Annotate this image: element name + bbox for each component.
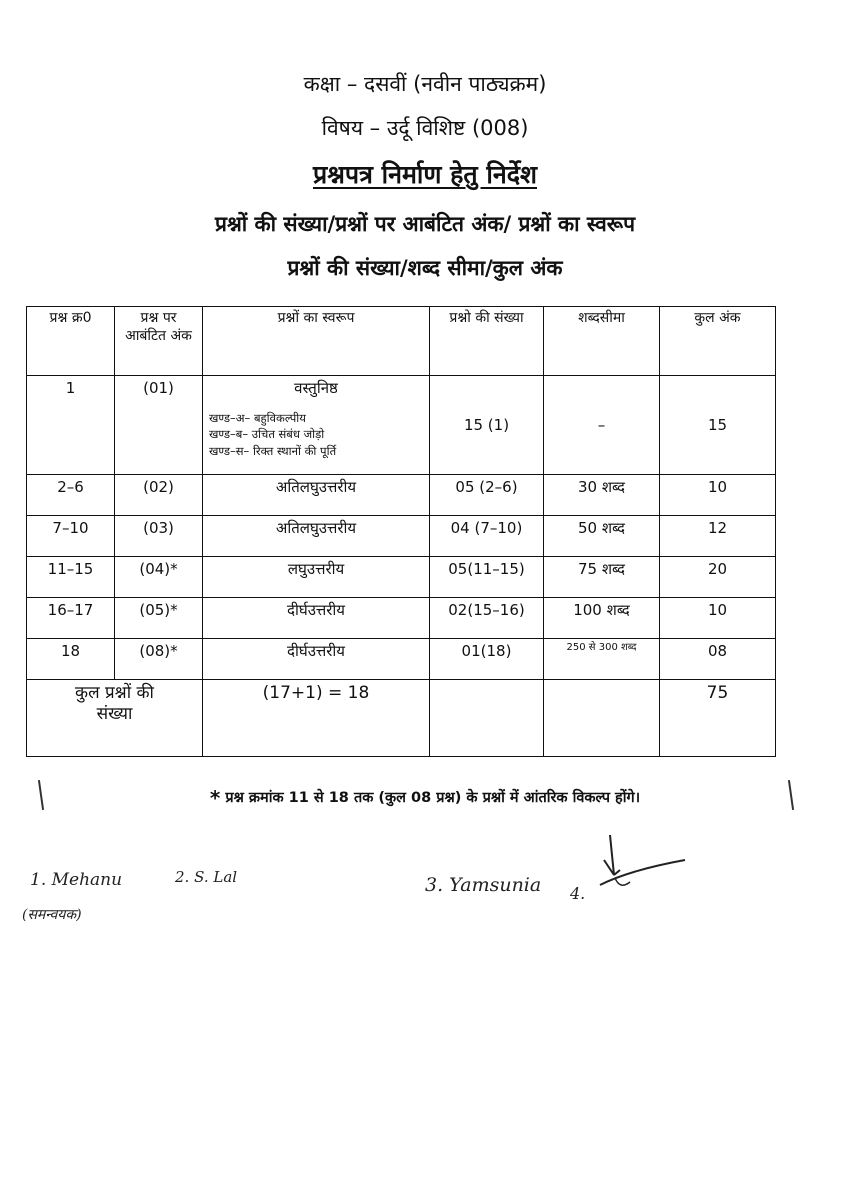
cell-word-limit: 100 शब्द bbox=[544, 598, 660, 639]
cell-word-limit: 30 शब्द bbox=[544, 475, 660, 516]
header-question-count: प्रश्नो की संख्या bbox=[430, 307, 544, 376]
cell-question-number: 1 bbox=[27, 376, 115, 475]
cell-question-type: दीर्घउत्तरीय bbox=[203, 598, 430, 639]
note-text: प्रश्न क्रमांक 11 से 18 तक (कुल 08 प्रश्न) के प्रश्नों में आंतरिक विकल्प होंगे। bbox=[225, 790, 641, 806]
cell-question-count: 15 (1) bbox=[430, 376, 544, 475]
cell-total-marks: 10 bbox=[660, 475, 776, 516]
table-row bbox=[27, 598, 776, 639]
page-title bbox=[0, 157, 850, 191]
cell-marks: (02) bbox=[115, 475, 203, 516]
cell-question-count: 01(18) bbox=[430, 639, 544, 680]
header-question-number: प्रश्न क्र0 bbox=[27, 307, 115, 376]
objective-type-label: वस्तुनिष्ठ bbox=[294, 379, 338, 397]
cell-question-count: 04 (7–10) bbox=[430, 516, 544, 557]
table-row bbox=[27, 516, 776, 557]
cell-marks: (01) bbox=[115, 376, 203, 475]
cell-total-marks: 08 bbox=[660, 639, 776, 680]
cell-marks: (05)* bbox=[115, 598, 203, 639]
total-label-cell bbox=[27, 680, 203, 757]
section-a: खण्ड–अ– बहुविकल्पीय bbox=[209, 410, 306, 425]
signature-4-scribble bbox=[590, 830, 700, 900]
signature-4: 4. bbox=[570, 884, 586, 903]
table-header-row bbox=[27, 307, 776, 376]
cell-word-limit: – bbox=[544, 376, 660, 475]
cell-question-number: 11–15 bbox=[27, 557, 115, 598]
signature-1: 1. Mehanu bbox=[30, 870, 123, 890]
table-row bbox=[27, 639, 776, 680]
class-line: कक्षा – दसवीं (नवीन पाठ्यक्रम) bbox=[303, 72, 547, 96]
page-title-text: प्रश्नपत्र निर्माण हेतु निर्देश bbox=[312, 160, 537, 189]
cell-word-limit: 250 से 300 शब्द bbox=[544, 639, 660, 680]
blueprint-table bbox=[26, 306, 776, 757]
cell-question-number: 18 bbox=[27, 639, 115, 680]
cell-word-limit: 75 शब्द bbox=[544, 557, 660, 598]
cell-question-number: 2–6 bbox=[27, 475, 115, 516]
cell-question-number: 16–17 bbox=[27, 598, 115, 639]
internal-choice-note bbox=[0, 786, 850, 810]
cell-total-marks: 10 bbox=[660, 598, 776, 639]
cell-total-marks: 12 bbox=[660, 516, 776, 557]
cell-question-type: अतिलघुउत्तरीय bbox=[203, 475, 430, 516]
table-row bbox=[27, 557, 776, 598]
header-total-marks: कुल अंक bbox=[660, 307, 776, 376]
subject-line: विषय – उर्दू विशिष्ट (008) bbox=[321, 116, 529, 140]
cell-marks: (04)* bbox=[115, 557, 203, 598]
table-row bbox=[27, 376, 776, 475]
signature-1-role: (समन्वयक) bbox=[22, 907, 82, 923]
cell-question-count: 02(15–16) bbox=[430, 598, 544, 639]
cell-question-type: दीर्घउत्तरीय bbox=[203, 639, 430, 680]
total-empty-cell bbox=[544, 680, 660, 757]
table-total-row bbox=[27, 680, 776, 757]
header-word-limit: शब्दसीमा bbox=[544, 307, 660, 376]
total-formula: (17+1) = 18 bbox=[203, 680, 430, 757]
total-empty-cell bbox=[430, 680, 544, 757]
subtitle-line-1: प्रश्नों की संख्या/प्रश्नों पर आबंटित अंक/ प्रश्नों का स्वरूप bbox=[215, 212, 635, 236]
section-c: खण्ड–स– रिक्त स्थानों की पूर्ति bbox=[209, 444, 337, 459]
cell-marks: (08)* bbox=[115, 639, 203, 680]
section-b: खण्ड–ब– उचित संबंध जोड़ो bbox=[209, 427, 325, 442]
cell-question-number: 7–10 bbox=[27, 516, 115, 557]
cell-marks: (03) bbox=[115, 516, 203, 557]
cell-question-type bbox=[203, 376, 430, 475]
asterisk-mark: * bbox=[209, 786, 221, 810]
cell-word-limit: 50 शब्द bbox=[544, 516, 660, 557]
header-marks-per-question: प्रश्न पर आबंटित अंक bbox=[115, 307, 203, 376]
subtitle-line-2: प्रश्नों की संख्या/शब्द सीमा/कुल अंक bbox=[287, 256, 563, 280]
cell-total-marks: 20 bbox=[660, 557, 776, 598]
cell-question-count: 05 (2–6) bbox=[430, 475, 544, 516]
cell-question-type: लघुउत्तरीय bbox=[203, 557, 430, 598]
signature-3: 3. Yamsunia bbox=[425, 874, 542, 896]
table-row bbox=[27, 475, 776, 516]
cell-total-marks: 15 bbox=[660, 376, 776, 475]
total-label-line-2: संख्या bbox=[96, 704, 133, 725]
grand-total-marks: 75 bbox=[660, 680, 776, 757]
cell-question-type: अतिलघुउत्तरीय bbox=[203, 516, 430, 557]
cell-question-count: 05(11–15) bbox=[430, 557, 544, 598]
header-question-type: प्रश्नों का स्वरूप bbox=[203, 307, 430, 376]
total-label-line-1: कुल प्रश्नों की bbox=[75, 683, 154, 703]
signature-2: 2. S. Lal bbox=[175, 868, 238, 886]
objective-sections bbox=[207, 410, 425, 460]
